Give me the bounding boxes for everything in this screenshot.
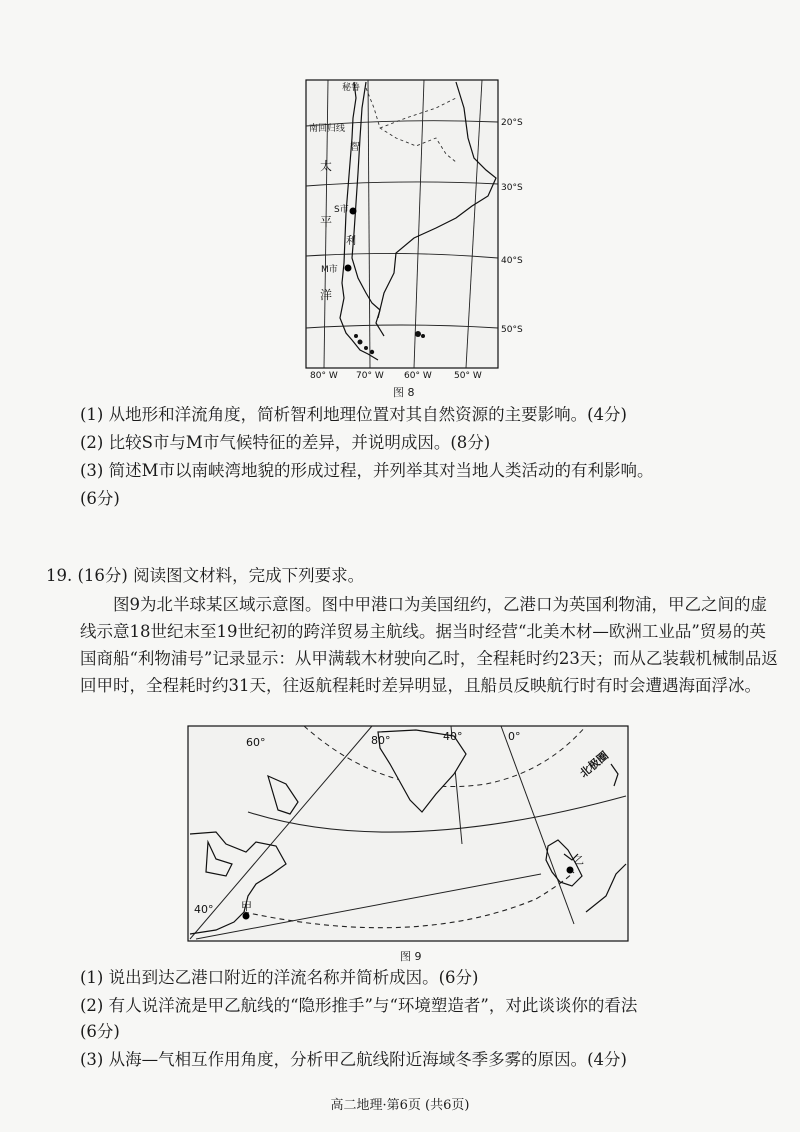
lat-label-40s: 40°S — [501, 256, 523, 266]
q18-item-1: (1) 从地形和洋流角度，简析智利地理位置对其自然资源的主要影响。(4分) — [80, 405, 627, 424]
label-ocean-1: 太 — [320, 159, 333, 173]
lon-label-70w: 70° W — [356, 371, 384, 381]
label-chile-1: 智 — [350, 142, 360, 153]
lon-label-60: 60° — [246, 736, 266, 749]
q18-item-3-cont: (6分) — [80, 489, 120, 508]
port-yi-dot — [567, 867, 574, 874]
q19-heading: 19. (16分) 阅读图文材料，完成下列要求。 — [46, 566, 365, 585]
lon-label-80: 80° — [371, 734, 391, 747]
m-city-dot — [345, 265, 352, 272]
lon-label-50w: 50° W — [454, 371, 482, 381]
label-m-city: M市 — [321, 265, 338, 275]
q19-item-2-cont: (6分) — [80, 1022, 120, 1041]
lat-label-50s: 50°S — [501, 325, 523, 335]
q19-material: 图9为北半球某区域示意图。图中甲港口为美国纽约，乙港口为英国利物浦，甲乙之间的虚线示意18世纪末至19世纪初的跨洋贸易主航线。据当时经营“北美木材—欧洲工业品”贸易的英国商船“利物浦号”记录显示：从甲满载木材驶向乙时，全程耗时约23天；而从乙装载机械制品返回甲时，全程耗时约31天，往返航程耗时差异明显，且船员反映航行时有时会遭遇海面浮冰。 — [80, 595, 778, 695]
lon-label-60w: 60° W — [404, 371, 432, 381]
lat-label-20s: 20°S — [501, 118, 523, 128]
lon-label-80w: 80° W — [310, 371, 338, 381]
q19-item-3: (3) 从海—气相互作用角度，分析甲乙航线附近海域冬季多雾的原因。(4分) — [80, 1050, 627, 1069]
label-peru: 秘鲁 — [342, 83, 361, 93]
label-chile-2: 利 — [346, 236, 356, 247]
lon-label-40: 40° — [443, 730, 463, 743]
figure-8-caption: 图 8 — [393, 386, 415, 399]
label-tropic: 南回归线 — [309, 124, 346, 134]
q18-item-2: (2) 比较S市与M市气候特征的差异，并说明成因。(8分) — [80, 433, 491, 452]
port-jia-dot — [243, 913, 250, 920]
lon-label-0: 0° — [508, 730, 521, 743]
q18-item-3: (3) 简述M市以南峡湾地貌的形成过程，并列举其对当地人类活动的有利影响。 — [80, 461, 654, 480]
lat-label-30s: 30°S — [501, 183, 523, 193]
label-s-city: S市 — [334, 205, 349, 215]
lat-label-40: 40° — [194, 903, 214, 916]
page-footer: 高二地理·第6页 (共6页) — [330, 1098, 470, 1113]
svg-text:北极圈: 北极圈 — [577, 748, 611, 781]
label-ocean-2: 平 — [320, 215, 333, 229]
label-port-yi: 乙 — [574, 856, 584, 867]
figure-9-map — [186, 724, 632, 946]
label-port-jia: 甲 — [241, 900, 252, 913]
figure-8-map — [296, 78, 536, 383]
s-city-dot — [350, 208, 357, 215]
q19-item-2: (2) 有人说洋流是甲乙航线的“隐形推手”与“环境塑造者”，对此谈谈你的看法 — [80, 996, 638, 1015]
figure-9-caption: 图 9 — [400, 950, 422, 963]
label-ocean-3: 洋 — [320, 288, 333, 302]
q19-item-1: (1) 说出到达乙港口附近的洋流名称并简析成因。(6分) — [80, 968, 479, 987]
